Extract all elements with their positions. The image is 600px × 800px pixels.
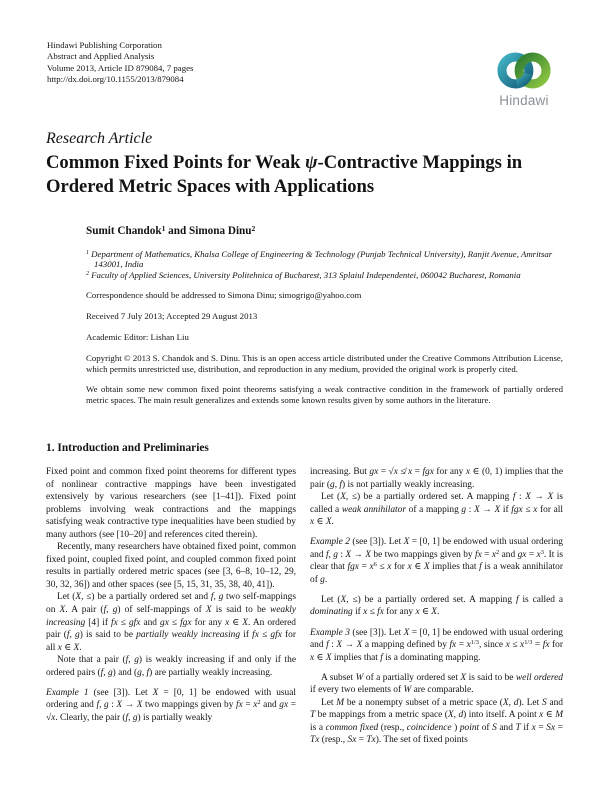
body-paragraph: Let (X, ≤) be a partially ordered set. A mapping f : X → X is called a weak annihilator of a mapping g : X → X if fgx ≤ x for all x ∈ X.	[310, 492, 563, 528]
article-title: Common Fixed Points for Weak ψ-Contractive Mappings in Ordered Metric Spaces with Applications	[46, 152, 523, 197]
correspondence-line: Correspondence should be addressed to Simona Dinu; simogrigo@yahoo.com	[86, 289, 362, 300]
affiliation-1: $^1$ Department of Mathematics, Khalsa College of Engineering & Technology (Punjab Technical University), Ranjit Avenue, Amritsar 143001, India	[86, 248, 553, 270]
authors-line: Sumit Chandok$^1$ and Simona Dinu$^2$	[86, 223, 256, 237]
body-paragraph: Fixed point and common fixed point theorems for different types of nonlinear contractive mappings have been investigated extensively by various researchers (see [1–41]). Fixed point problems involving weak contractions and the mappings satisfying weak contractive type inequalities have been studied by many authors (see [10–20] and references cited therein).	[46, 467, 296, 540]
dates-line: Received 7 July 2013; Accepted 29 August 2013	[86, 311, 258, 322]
body-paragraph-example: Example 1 (see [3]). Let X = [0, 1] be endowed with usual ordering and f, g : X → X two mappings given by fx = $x^2$ and gx = √x. Clearly, the pair (f, g) is partially weakly	[46, 687, 297, 723]
journal-name-line: Abstract and Applied Analysis	[47, 51, 155, 62]
body-paragraph: Recently, many researchers have obtained fixed point, common fixed point, coupled fixed point, and coupled common fixed point results in partially ordered metric spaces (see [3, 6–8, 10–12, 29, 30, 32, 36]) and other spaces (see [5, 15, 31, 35, 38, 40, 41]).	[46, 542, 296, 590]
affiliations	[86, 249, 563, 281]
body-paragraph: Let (X, ≤) be a partially ordered set. A mapping f is called a dominating if x ≤ fx for any x ∈ X.	[310, 594, 563, 618]
body-paragraph: Note that a pair (f, g) is weakly increasing if and only if the ordered pairs (f, g) and (g, f) are partially weakly increasing.	[46, 655, 296, 678]
body-paragraph-example: Example 3 (see [3]). Let X = [0, 1] be endowed with usual ordering and f : X → X a mapping defined by fx = $x^{1/3}$, since $x \le x^{1/3}$ = fx for x ∈ X implies that f is a dominating mapping.	[310, 627, 563, 663]
editor-line: Academic Editor: Lishan Liu	[86, 332, 189, 343]
body-paragraph: Let (X, ≤) be a partially ordered set and f, g two self-mappings on X. A pair (f, g) of self-mappings of X is said to be weakly increasing [4] if fx ≤ gfx and gx ≤ fgx for any x ∈ X. An ordered pair (f, g) is said to be partially weakly increasing if fx ≤ gfx for all x ∈ X.	[46, 592, 297, 653]
copyright-notice: Copyright © 2013 S. Chandok and S. Dinu. This is an open access article distributed under the Creative Commons Attribution License, which permits unrestricted use, distribution, and reproduction in any medium, provided the original work is properly cited.	[86, 353, 563, 375]
body-paragraph-example: Example 2 (see [3]). Let X = [0, 1] be endowed with usual ordering and f, g : X → X be two mappings given by fx = $x^2$ and gx = $x^3$. It is clear that fgx = $x^6 \le x$ for x ∈ X implies that f is a weak annihilator of g.	[310, 537, 564, 585]
publisher-line: Hindawi Publishing Corporation	[47, 40, 162, 50]
hindawi-logo	[484, 50, 564, 108]
volume-line: Volume 2013, Article ID 879084, 7 pages	[47, 62, 194, 73]
hindawi-wordmark: Hindawi	[499, 93, 549, 108]
body-paragraph: A subset W of a partially ordered set X is said to be well ordered if every two elements of W are comparable.	[310, 672, 563, 696]
masthead	[47, 40, 193, 86]
left-column	[46, 466, 296, 747]
body-paragraph: increasing. But gx = √x ≰ x = fgx for any x ∈ (0, 1) implies that the pair (g, f) is not partially weakly increasing.	[310, 467, 564, 490]
body-paragraph: Let M be a nonempty subset of a metric space (X, d). Let S and T be mappings from a metric space (X, d) into itself. A point x ∈ M is a common fixed (resp., coincidence ) point of S and T if x = Sx = Tx (resp., Sx = Tx). The set of fixed points	[310, 697, 564, 746]
right-column	[310, 466, 563, 747]
body-columns	[46, 466, 563, 747]
affiliation-2: $^2$ Faculty of Applied Sciences, University Politehnica of Bucharest, 313 Splaiul Independentei, 060042 Bucharest, Romania	[86, 270, 521, 281]
article-type-label: Research Article	[46, 130, 153, 147]
doi-line: http://dx.doi.org/10.1155/2013/879084	[47, 74, 184, 85]
abstract-text: We obtain some new common fixed point theorems satisfying a weak contractive condition in the framework of partially ordered metric spaces. The main result generalizes and extends some known results given by some authors in the literature.	[86, 384, 563, 406]
article-meta	[86, 223, 563, 406]
section-heading: 1. Introduction and Preliminaries	[46, 442, 209, 454]
hindawi-rings-icon	[495, 50, 553, 92]
